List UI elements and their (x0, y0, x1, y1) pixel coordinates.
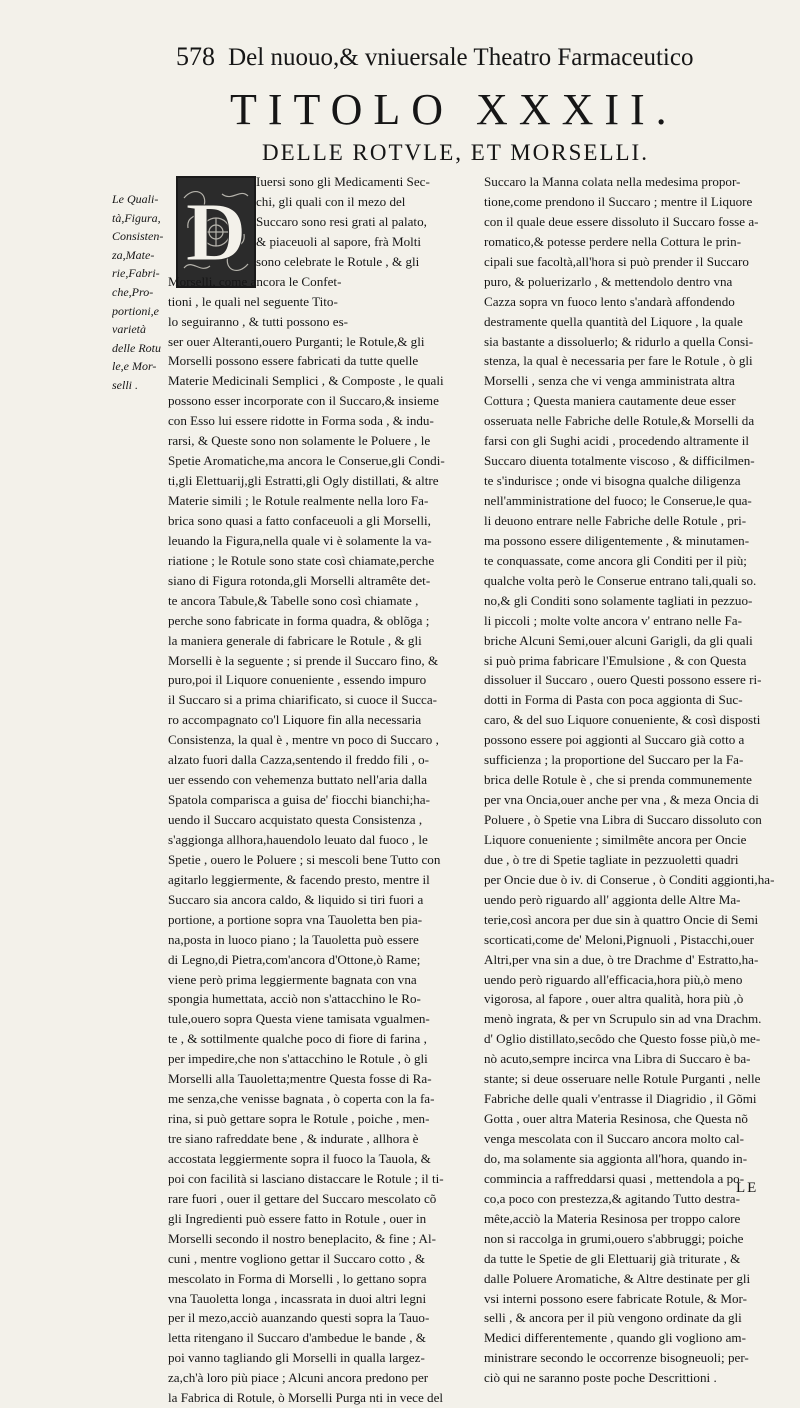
text-line: na,posta in luoco piano ; la Tauoletta può essere (168, 931, 419, 947)
text-line: per il mezo,acciò auanzando questi sopra la Tauo- (168, 1310, 430, 1326)
text-line: te ancora Tabule,& Tabelle sono così chiamate , (168, 592, 419, 608)
text-line: Liquore conueniente ; similmête ancora per Oncie (484, 831, 747, 847)
text-line: Cottura ; Questa maniera cautamente deue esser (484, 393, 736, 409)
text-line: per Oncie due ò iv. di Conserue , ò Conditi aggionti,ha- (484, 871, 775, 887)
text-line: poi vanno tagliando gli Morselli in qualla largez- (168, 1350, 425, 1366)
text-line: mête,acciò la Materia Resinosa per troppo calore (484, 1210, 741, 1226)
text-line: caro, & del suo Liquore conueniente, & così disposti (484, 712, 761, 728)
text-line: spongia humettata, acciò non s'attacchino le Ro- (168, 991, 421, 1007)
text-line: Poluere , ò Spetie vna Libra di Succaro dissoluto con (484, 812, 762, 827)
text-line: Morselli , senza che vi venga amministrata altra (484, 373, 735, 389)
text-line: Spatola comparisca a guisa de' fiocchi bianchi;ha- (168, 792, 430, 808)
margin-note-line: le,e Mor- (112, 359, 157, 374)
text-line: Fabriche delle quali v'entrasse il Diagridio , il Gõmi (484, 1091, 757, 1107)
margin-note-line: che,Pro- (112, 284, 154, 299)
text-line: stante; si deue osseruare nelle Rotule Purganti , nelle (484, 1071, 761, 1087)
text-line: si può prima fabricare l'Emulsione , & con Questa (484, 652, 747, 668)
text-line: con il quale deue essere dissoluto il Succaro fosse a- (484, 213, 759, 229)
text-line: uendo il Succaro acquistato questa Consistenza , (168, 812, 423, 827)
text-line: dalle Poluere Aromatiche, & Altre destinate per gli (484, 1270, 751, 1286)
drop-cap-letter: D (185, 186, 247, 279)
text-line: letta ritengano il Succaro d'ambedue le bande , & (168, 1330, 426, 1346)
text-line: Succaro sono resi grati al palato, (256, 213, 427, 229)
text-line: Succaro sia ancora caldo, & liquido si tiri fuori a (168, 891, 424, 907)
text-line: nò acuto,sempre incirca vna Libra di Succaro è ba- (484, 1051, 751, 1067)
text-line: tione,come prendono il Succaro ; mentre il Liquore (484, 193, 753, 209)
text-line: siano di Figura rotonda,gli Morselli altramête det- (168, 572, 431, 588)
margin-note-line: rie,Fabri- (112, 266, 160, 281)
text-line: & piaceuoli al sapore, frà Molti (256, 233, 422, 249)
text-line: Iuersi sono gli Medicamenti Sec- (256, 174, 430, 189)
text-line: ciò qui ne saranno poste poche Descrittioni . (484, 1370, 717, 1386)
chapter-subtitle: DELLE ROTVLE, ET MORSELLI. (262, 140, 649, 165)
text-line: mescolato in Forma di Morselli , lo gettano sopra (168, 1270, 427, 1286)
margin-note-line: selli . (112, 377, 138, 392)
text-line: accostata leggiermente sopra il fuoco la Tauola, & (168, 1150, 431, 1166)
text-line: menò ingrata, & per vn Scrupulo sin ad vna Drachm. (484, 1011, 762, 1027)
text-line: nell'amministratione del fuoco; le Conserue,le qua- (484, 493, 752, 508)
text-line: selli , & ancora per il più vengono ordinate da gli (484, 1310, 742, 1326)
margin-note-line: Le Quali- (112, 192, 159, 206)
text-line: viene però prima leggiermente bagnata con vna (168, 971, 417, 987)
text-line: Altri,per vna sin a due, ò tre Drachme d' Estratto,ha- (484, 951, 759, 967)
text-line: uendo però riguardo all' aggionta delle Altre Ma- (484, 891, 741, 907)
text-line: due , ò tre di Spetie tagliate in pezzuoletti quadri (484, 851, 739, 867)
text-line: Medici differentemente , quando gli vogliono am- (484, 1330, 746, 1346)
text-line: uer essendo con vehemenza buttato nell'aria dalla (168, 772, 428, 788)
left-text-column (168, 172, 483, 1408)
margin-note-line: varietà (112, 322, 146, 337)
text-line: Morselli è la seguente ; si prende il Succaro fino, & (168, 652, 439, 668)
text-line: Morselli secondo il nostro beneplacito, & fine ; Al- (168, 1230, 437, 1246)
text-line: possono essere poi aggionti al Succaro già cotto a (484, 732, 745, 748)
text-line: vigorosa, al fapore , ouer altra qualità, hora più ,ò (484, 991, 744, 1007)
text-line: Consistenza, la qual è , mentre vn poco di Succaro , (168, 732, 439, 748)
text-line: agitarlo leggiermente, & facendo presto, mentre il (168, 871, 430, 887)
text-line: per impedire,che non s'attacchino le Rotule , ò gli (168, 1051, 428, 1067)
text-line: ministrare secondo le occorrenze bisogneuoli; per- (484, 1350, 749, 1366)
text-line: rarsi, & Queste sono non solamente le Poluere , le (168, 433, 431, 449)
text-line: osseruata nelle Fabriche delle Rotule,& Morselli da (484, 413, 755, 429)
text-line: il Succaro si a prima chiarificato, si cuoce il Succa- (168, 692, 438, 708)
running-title: Del nuouo,& vniuersale Theatro Farmaceutico (228, 44, 694, 71)
right-text-column (484, 172, 784, 1388)
text-line: puro,poi il Liquore conueniente , essendo impuro (168, 672, 427, 688)
text-line: li piccoli ; molte volte ancora v' entrano nelle Fa- (484, 612, 742, 628)
text-line: riatione ; le Rotule sono state così chiamate,perche (168, 552, 435, 568)
text-line: Spetie , ouero le Poluere ; si mescoli bene Tutto con (168, 851, 441, 867)
text-line: di Legno,di Pietra,com'ancora d'Ottone,ò Rame; (168, 951, 421, 967)
text-line: vsi interni possono esere fabricate Rotule, & Mor- (484, 1290, 748, 1306)
running-head (176, 42, 786, 82)
text-line: cipali sue facoltà,all'hora si può prender il Succaro (484, 253, 749, 269)
text-line: Morselli, come ancora le Confet- (168, 273, 342, 289)
text-line: uendo però riguardo all'efficacia,hora più,ò meno (484, 971, 743, 987)
text-line: briche Alcuni Semi,ouer alcuni Garigli, da gli quali (484, 632, 753, 648)
text-line: romatico,& potesse perdere nella Cottura le prin- (484, 233, 742, 249)
text-line: Cazza sopra vn fuoco lento s'andarà affondendo (484, 293, 735, 309)
text-line: Morselli possono essere fabricati da tutte quelle (168, 353, 419, 369)
text-line: d' Oglio distillato,secôdo che Questo fosse più,ò me- (484, 1031, 761, 1047)
text-line: per vna Oncia,ouer anche per vna , & meza Oncia di (484, 792, 759, 808)
text-line: sia bastante a dissoluerlo; & ridurlo a quella Consi- (484, 333, 754, 349)
text-line: dotti in Forma di Pasta con poca aggionta di Suc- (484, 692, 743, 708)
text-line: venga mescolata con il Succaro ancora molto cal- (484, 1131, 744, 1146)
text-line: ser ouer Alteranti,ouero Purganti; le Rotule,& gli (168, 333, 425, 349)
text-line: con Esso lui essere ridotte in Forma soda , & indu- (168, 413, 434, 429)
catchword: LE (736, 1180, 759, 1196)
text-line: terie,così ancora per due sin à quattro Oncie di Semi (484, 911, 759, 927)
text-line: sono celebrate le Rotule , & gli (256, 253, 420, 269)
text-line: Gotta , ouer altra Materia Resinosa, che Questa nõ (484, 1111, 748, 1127)
text-line: brica sono quasi a fatto confaceuoli a gli Morselli, (168, 512, 431, 528)
chapter-title: TITOLO XXXII. (230, 85, 678, 134)
text-line: me senza,che venisse bagnata , ò coperta con la fa- (168, 1091, 435, 1107)
text-line: gli Ingredienti può essere fatto in Rotule , ouer in (168, 1210, 427, 1226)
text-line: puro, & poluerizarlo , & mettendolo dentro vna (484, 273, 733, 289)
text-line: tre siano rafreddate bene , & indurate , allhora è (168, 1131, 419, 1146)
margin-note-line: portioni,e (112, 303, 159, 318)
text-line: portione, a portione sopra vna Tauoletta ben pia- (168, 911, 423, 927)
text-line: alzato fuori dalla Cazza,sentendo il freddo fili , o- (168, 752, 430, 768)
text-line: tioni , le quali nel seguente Tito- (168, 293, 338, 309)
margin-note-line: Consisten- (112, 229, 164, 244)
text-line: rare fuori , ouer il gettare del Succaro mescolato cõ (168, 1190, 437, 1206)
text-line: brica delle Rotule è , che si prenda communemente (484, 772, 752, 788)
text-line: chi, gli quali con il mezo del (256, 193, 406, 209)
page-number: 578 (176, 42, 215, 71)
text-line: za,ch'à loro più piace ; Alcuni ancora predono per (168, 1370, 429, 1386)
margin-note-line: za,Mate- (112, 247, 155, 262)
text-line: non si raccolga in grumi,ouero s'abbruggi; poiche (484, 1230, 744, 1246)
text-line: te s'indurisce ; onde vi bisogna qualche diligenza (484, 473, 741, 489)
text-line: leuando la Figura,nella quale vi è solamente la va- (168, 532, 432, 548)
text-line: Materie Medicinali Semplici , & Composte , le quali (168, 373, 444, 389)
text-line: da tutte le Spetie de gli Elettuarij già triturate , & (484, 1250, 741, 1266)
text-line: sufficienza ; la proportione del Succaro per la Fa- (484, 752, 744, 768)
text-line: te , & sottilmente qualche poco di fiore di farina , (168, 1031, 427, 1047)
text-line: lo seguiranno , & tutti possono es- (168, 313, 349, 329)
text-line: li deuono entrare nelle Fabriche delle Rotule , pri- (484, 512, 747, 528)
text-line: Materie simili ; le Rotule realmente nella loro Fa- (168, 493, 429, 508)
text-line: co,a poco con prestezza,& agitando Tutto destra- (484, 1190, 740, 1206)
text-line: dissoluer il Succaro , ouero Questi possono essere ri- (484, 672, 762, 688)
text-line: cuni , mentre vogliono gettar il Succaro cotto , & (168, 1250, 426, 1266)
text-line: ti,gli Elettuarij,gli Estratti,gli Ogly distillati, & altre (168, 473, 439, 489)
text-line: no,& gli Conditi sono solamente tagliati in pezzuo- (484, 592, 753, 608)
text-line: vna Tauoletta longa , incassrata in duoi altri legni (168, 1290, 427, 1306)
margin-note-line: tà,Figura, (112, 210, 161, 225)
text-line: Morselli alla Tauoletta;mentre Questa fosse di Ra- (168, 1071, 432, 1087)
text-line: Spetie Aromatiche,ma ancora le Conserue,gli Condi- (168, 453, 445, 469)
text-line: stenza, la qual è necessaria per fare le Rotule , ò gli (484, 353, 753, 369)
text-line: perche sono fabricate in forma quadra, & oblõga ; (168, 612, 430, 628)
text-line: rina, si può gettare sopra le Rotule , poiche , men- (168, 1111, 430, 1127)
text-line: ro accompagnato co'l Liquore fin alla necessaria (168, 712, 422, 728)
text-line: poi con facilità si lasciano distaccare le Rotule ; il ti- (168, 1170, 444, 1186)
text-line: la maniera generale di fabricare le Rotule , & gli (168, 632, 422, 648)
margin-note-line: delle Rotu (112, 340, 161, 355)
text-line: la Fabrica di Rotule, ò Morselli Purga nti in vece del (168, 1390, 444, 1406)
text-line: ma possono essere diligentemente , & minutamen- (484, 532, 750, 548)
text-line: qualche volta però le Conserue entrano tali,quali so. (484, 572, 757, 588)
text-line: do, ma solamente sia aggionta all'hora, quando in- (484, 1150, 748, 1166)
text-line: commincia a raffreddarsi quasi , mettendola a po- (484, 1170, 745, 1186)
text-line: scorticati,come de' Meloni,Pignuoli , Pistacchi,ouer (484, 931, 754, 947)
text-line: s'aggionga allhora,hauendolo leuato dal fuoco , le (168, 831, 428, 847)
text-line: destramente quella quantità del Liquore , la quale (484, 313, 743, 329)
text-line: farsi con gli Sughi acidi , procedendo altramente il (484, 433, 750, 449)
text-line: Succaro la Manna colata nella medesima propor- (484, 174, 741, 189)
text-line: te conquassate, come ancora gli Conditi per il più; (484, 552, 747, 568)
text-line: tule,ouero sopra Questa viene tamisata vgualmen- (168, 1011, 430, 1027)
margin-note (112, 190, 176, 395)
text-line: possono esser incorporate con il Succaro,& insieme (168, 393, 439, 409)
text-line: Succaro diuenta totalmente viscoso , & difficilmen- (484, 453, 755, 469)
